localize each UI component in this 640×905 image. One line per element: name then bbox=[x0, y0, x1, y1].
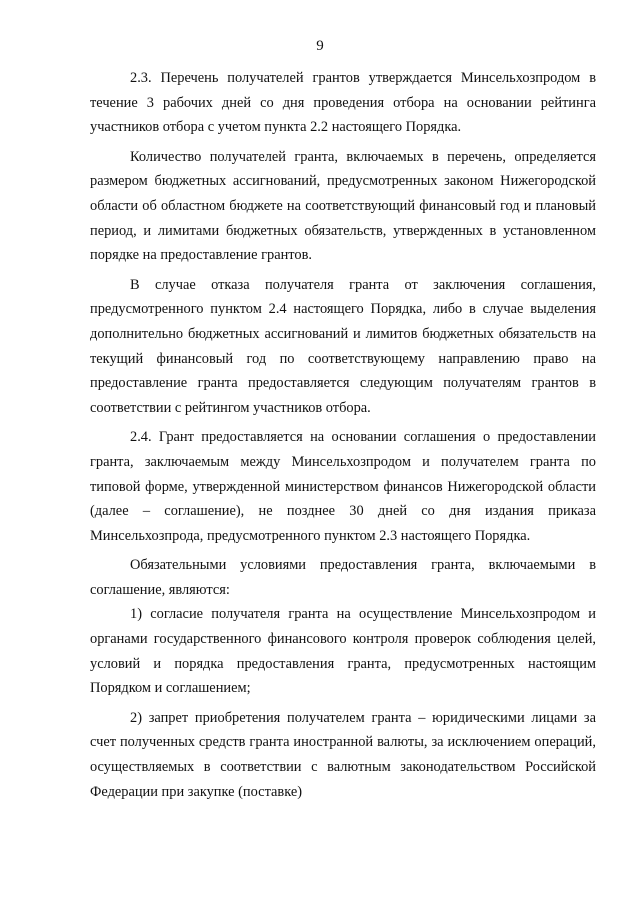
document-body bbox=[90, 66, 596, 804]
paragraph-recipients-count: Количество получателей гранта, включаемых в перечень, определяется размером бюджетных ассигнований, предусмотренных законом Нижегородской области об областном бюджете на соответствующий финансовый год и плановый период, и лимитами бюджетных обязательств, утвержденных в установленном порядке на предоставление грантов. bbox=[90, 148, 596, 264]
paragraph-mandatory-conditions: Обязательными условиями предоставления гранта, включаемыми в соглашение, являются: bbox=[90, 557, 596, 598]
list-item-2-currency-ban: 2) запрет приобретения получателем гранта – юридическими лицами за счет полученных средств гранта иностранной валюты, за исключением операций, осуществляемых в соответствии с валютным законодательством Российской Федерации при закупке (поставке) bbox=[90, 709, 596, 800]
paragraph-2-3-recipients-list: 2.3. Перечень получателей грантов утверждается Минсельхозпродом в течение 3 рабочих дней со дня проведения отбора на основании рейтинга участников отбора с учетом пункта 2.2 настоящего Порядка. bbox=[90, 70, 596, 136]
paragraph-2-4-grant-agreement: 2.4. Грант предоставляется на основании соглашения о предоставлении гранта, заключаемым между Минсельхозпродом и получателем гранта по типовой форме, утвержденной министерством финансов Нижегородской области (далее – соглашение), не позднее 30 дней со дня издания приказа Минсельхозпрода, предусмотренного пунктом 2.3 настоящего Порядка. bbox=[90, 429, 596, 544]
paragraph-refusal-case: В случае отказа получателя гранта от заключения соглашения, предусмотренного пунктом 2.4 настоящего Порядка, либо в случае выделения дополнительно бюджетных ассигнований и лимитов бюджетных обязательств на текущий финансовый год по соответствующему направлению право на предоставление гранта предоставляется следующим получателям грантов в соответствии с рейтингом участников отбора. bbox=[90, 276, 596, 416]
page-number: 9 bbox=[316, 38, 324, 54]
list-item-1-consent: 1) согласие получателя гранта на осуществление Минсельхозпродом и органами государственного финансового контроля проверок соблюдения целей, условий и порядка предоставления гранта, предусмотренных настоящим Порядком и соглашением; bbox=[90, 606, 596, 697]
